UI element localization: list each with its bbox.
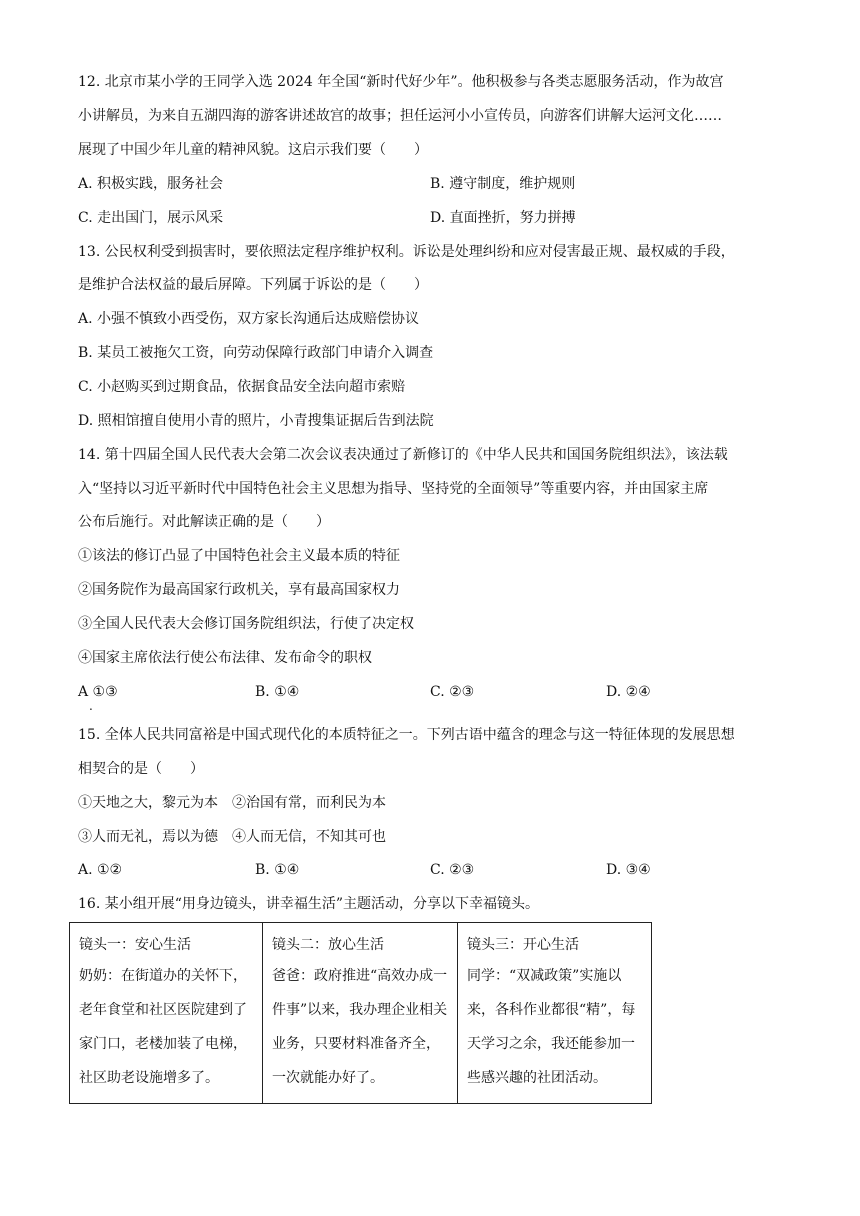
lens-cell-1: [70, 923, 263, 1104]
lens-1-text: 奶奶：在街道办的关怀下，老年食堂和社区医院建到了家门口，老楼加装了电梯，社区助老设施增多了。: [79, 968, 247, 1086]
q14-option-b[interactable]: B. ①④: [255, 684, 300, 700]
q14-item-1: ①该法的修订凸显了中国特色社会主义最本质的特征: [78, 548, 400, 564]
q15-option-b[interactable]: B. ①④: [255, 862, 300, 878]
q12-option-d[interactable]: D. 直面挫折，努力拼搏: [430, 210, 576, 226]
q16-stem-line-1: 16. 某小组开展“用身边镜头，讲幸福生活”主题活动，分享以下幸福镜头。: [78, 896, 540, 912]
lens-2-title: 镜头二：放心生活: [272, 937, 384, 953]
q13-stem-line-1: 13. 公民权利受到损害时，要依照法定程序维护权利。诉讼是处理纠纷和应对侵害最正规、最权威的手段，: [78, 244, 735, 260]
q14-item-2: ②国务院作为最高国家行政机关，享有最高国家权力: [78, 582, 400, 598]
lens-3-text: 同学：“双减政策”实施以来，各科作业都很“精”，每天学习之余，我还能参加一些感兴趣的社团活动。: [467, 968, 636, 1086]
q13-stem-line-2: 是维护合法权益的最后屏障。下列属于诉讼的是（ ）: [78, 277, 428, 293]
q12-option-b[interactable]: B. 遵守制度，维护规则: [430, 176, 576, 192]
q15-option-c[interactable]: C. ②③: [430, 862, 475, 878]
lens-1-title: 镜头一：安心生活: [79, 937, 191, 953]
q15-items-line-2: ③人而无礼，焉以为德 ④人而无信，不知其可也: [78, 829, 386, 845]
q14-option-a[interactable]: A ①③: [78, 684, 118, 700]
q14-stem-line-2: 入“坚持以习近平新时代中国特色社会主义思想为指导、坚持党的全面领导”等重要内容，并由国家主席: [78, 481, 709, 497]
q14-option-d[interactable]: D. ②④: [606, 684, 651, 700]
q14-item-3: ③全国人民代表大会修订国务院组织法，行使了决定权: [78, 616, 414, 632]
q14-item-4: ④国家主席依法行使公布法律、发布命令的职权: [78, 650, 372, 666]
lens-3-title: 镜头三：开心生活: [467, 937, 579, 953]
q13-option-c[interactable]: C. 小赵购买到过期食品，依据食品安全法向超市索赔: [78, 379, 406, 395]
q14-stem-line-3: 公布后施行。对此解读正确的是（ ）: [78, 514, 330, 530]
q15-stem-line-1: 15. 全体人民共同富裕是中国式现代化的本质特征之一。下列古语中蕴含的理念与这一特征体现的发展思想: [78, 727, 735, 743]
lens-2-text: 爸爸：政府推进“高效办成一件事”以来，我办理企业相关业务，只要材料准备齐全，一次就能办好了。: [272, 968, 448, 1086]
q14-stem-line-1: 14. 第十四届全国人民代表大会第二次会议表决通过了新修订的《中华人民共和国国务院组织法》，该法载: [78, 447, 728, 463]
q15-stem-line-2: 相契合的是（ ）: [78, 761, 204, 777]
q12-option-c[interactable]: C. 走出国门，展示风采: [78, 210, 224, 226]
q12-stem-line-3: 展现了中国少年儿童的精神风貌。这启示我们要（ ）: [78, 142, 428, 158]
q12-stem-line-1: 12. 北京市某小学的王同学入选 2024 年全国“新时代好少年”。他积极参与各类志愿服务活动，作为故宫: [78, 74, 724, 90]
happiness-lens-table: [69, 922, 652, 1104]
q12-option-a[interactable]: A. 积极实践，服务社会: [78, 176, 224, 192]
table-row: [70, 923, 652, 1104]
lens-cell-3: [458, 923, 652, 1104]
q15-items-line-1: ①天地之大，黎元为本 ②治国有常，而利民为本: [78, 795, 386, 811]
q14-option-c[interactable]: C. ②③: [430, 684, 475, 700]
q12-stem-line-2: 小讲解员，为来自五湖四海的游客讲述故宫的故事；担任运河小小宣传员，向游客们讲解大运河文化……: [78, 108, 722, 124]
q15-option-a[interactable]: A. ①②: [78, 862, 123, 878]
q14-option-a-dot: .: [89, 699, 93, 713]
q13-option-a[interactable]: A. 小强不慎致小西受伤，双方家长沟通后达成赔偿协议: [78, 311, 420, 327]
q15-option-d[interactable]: D. ③④: [606, 862, 651, 878]
q13-option-d[interactable]: D. 照相馆擅自使用小青的照片，小青搜集证据后告到法院: [78, 413, 434, 429]
lens-cell-2: [263, 923, 458, 1104]
q13-option-b[interactable]: B. 某员工被拖欠工资，向劳动保障行政部门申请介入调查: [78, 345, 434, 361]
